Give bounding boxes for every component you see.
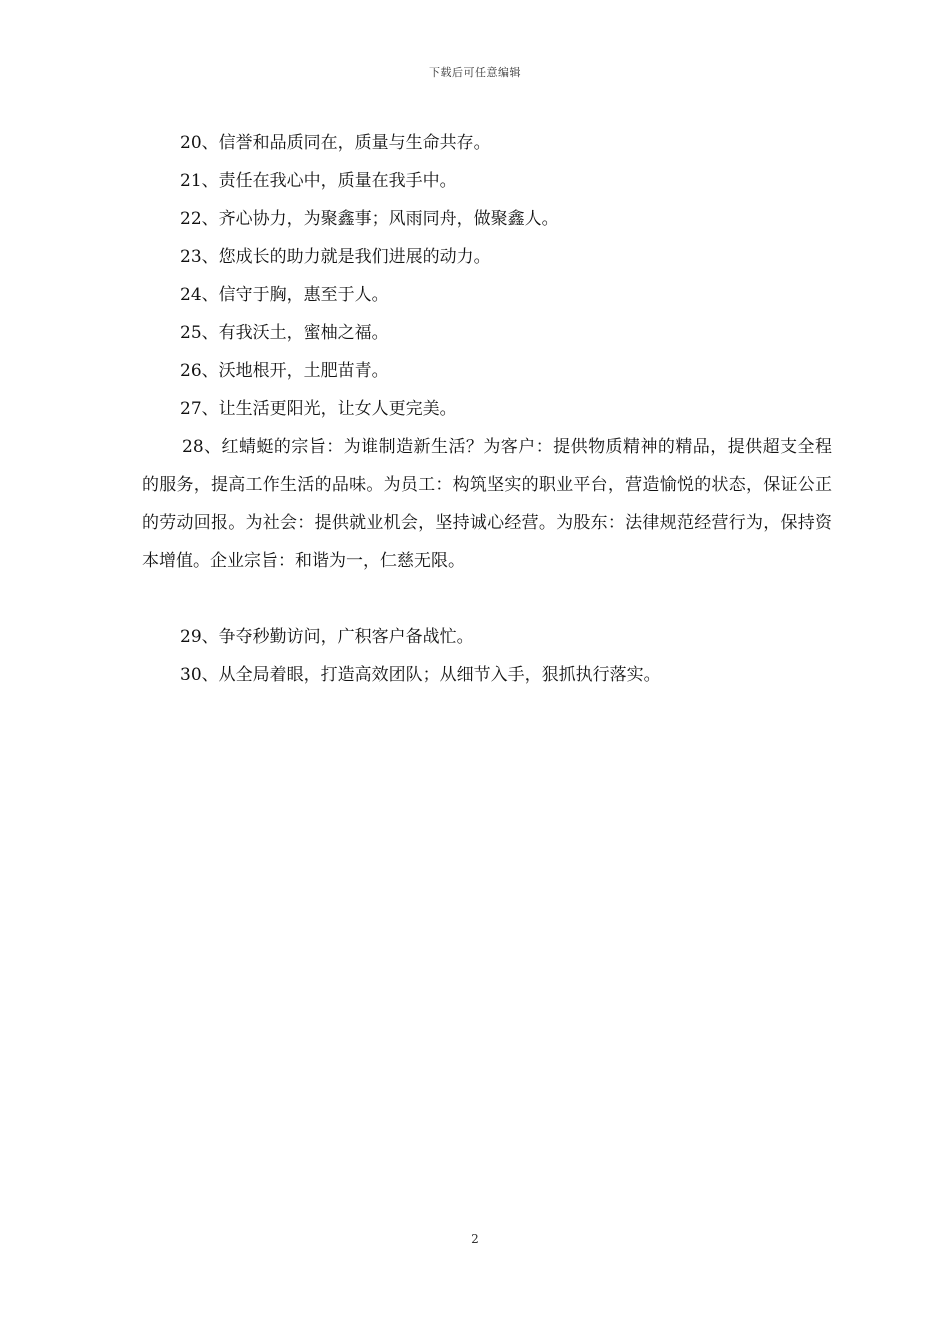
slogan-line-23: 23、您成长的助力就是我们进展的动力。 — [180, 247, 491, 267]
document-body — [142, 124, 832, 694]
page-header: 下载后可任意编辑 — [429, 66, 521, 79]
slogan-line-26: 26、沃地根开，土肥苗青。 — [180, 361, 389, 381]
slogan-line-25: 25、有我沃土，蜜柚之福。 — [180, 323, 389, 343]
slogan-line-20: 20、信誉和品质同在，质量与生命共存。 — [180, 133, 491, 153]
slogan-line-30: 30、从全局着眼，打造高效团队；从细节入手，狠抓执行落实。 — [180, 665, 661, 685]
slogan-line-21: 21、责任在我心中，质量在我手中。 — [180, 171, 457, 191]
paragraph-spacer — [142, 580, 832, 618]
slogan-line-27: 27、让生活更阳光，让女人更完美。 — [180, 399, 457, 419]
page-number: 2 — [471, 1232, 479, 1246]
slogan-paragraph-28: 28、红蜻蜓的宗旨：为谁制造新生活？为客户：提供物质精神的精品，提供超支全程的服务，提高工作生活的品味。为员工：构筑坚实的职业平台，营造愉悦的状态，保证公正的劳动回报。为社会：提供就业机会，坚持诚心经营。为股东：法律规范经营行为，保持资本增值。企业宗旨：和谐为一，仁慈无限。 — [142, 437, 832, 571]
slogan-line-22: 22、齐心协力，为聚鑫事；风雨同舟，做聚鑫人。 — [180, 209, 559, 229]
slogan-line-29: 29、争夺秒勤访问，广积客户备战忙。 — [180, 627, 474, 647]
slogan-line-24: 24、信守于胸，惠至于人。 — [180, 285, 389, 305]
